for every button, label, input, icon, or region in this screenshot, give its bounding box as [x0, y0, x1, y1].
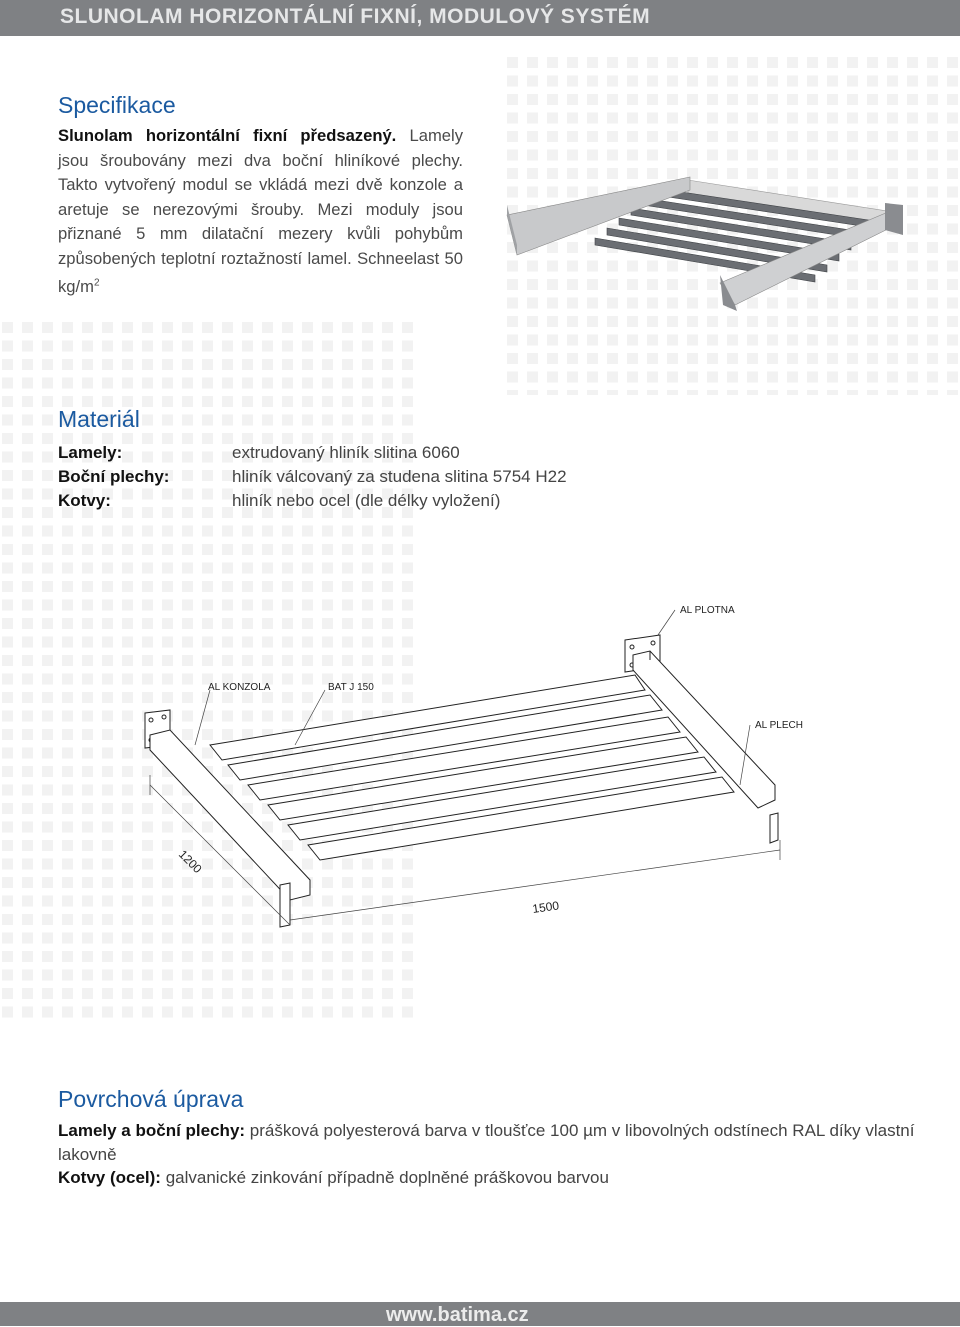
spec-paragraph [58, 124, 463, 299]
surface-heading: Povrchová úprava [58, 1086, 244, 1112]
technical-drawing [130, 595, 830, 945]
material-label: Lamely: [58, 443, 123, 462]
spec-heading: Specifikace [58, 92, 176, 118]
surface-label: Kotvy (ocel): [58, 1168, 161, 1187]
material-value: hliník válcovaný za studena slitina 5754 H22 [232, 467, 567, 486]
surface-text: galvanické zinkování případně doplněné práškovou barvou [160, 1168, 609, 1187]
module-render-image [505, 165, 910, 315]
dimension-1200: 1200 [175, 847, 205, 877]
material-label: Boční plechy: [58, 467, 170, 486]
material-value: hliník nebo ocel (dle délky vyložení) [232, 491, 501, 510]
label-al-plech: AL PLECH [755, 720, 803, 731]
label-bat-j-150: BAT J 150 [328, 682, 374, 693]
spec-lead: Slunolam horizontální fixní předsazený. [58, 126, 397, 145]
material-value: extrudovaný hliník slitina 6060 [232, 443, 460, 462]
page-title: SLUNOLAM HORIZONTÁLNÍ FIXNÍ, MODULOVÝ SYSTÉM [60, 5, 651, 28]
footer-bar [0, 1302, 960, 1326]
surface-text: prášková polyesterová barva v tloušťce 100 µm v libovolných odstínech RAL díky vlastní lakovně [58, 1121, 915, 1164]
label-al-konzola: AL KONZOLA [208, 682, 271, 693]
material-label: Kotvy: [58, 491, 111, 510]
label-al-plotna: AL PLOTNA [680, 605, 735, 616]
surface-label: Lamely a boční plechy: [58, 1121, 246, 1140]
footer-url[interactable]: www.batima.cz [386, 1304, 529, 1326]
spec-body: Lamely jsou šroubovány mezi dva boční hliníkové plechy. Takto vytvořený modul se vkládá mezi dvě konzole a aretuje se nerezovými šrouby. Mezi moduly jsou přiznané 5 mm dilatační mezery kvůli pohybům způsobených teplotní roztažností lamel. [58, 126, 463, 268]
surface-line-kotvy [58, 1166, 918, 1190]
spec-load: Schneelast 50 $kg/m^2$ [58, 248, 463, 296]
surface-line-lamely [58, 1119, 918, 1167]
dimension-1500: 1500 [531, 898, 560, 916]
material-heading: Materiál [58, 406, 140, 432]
header-bar [0, 0, 960, 36]
